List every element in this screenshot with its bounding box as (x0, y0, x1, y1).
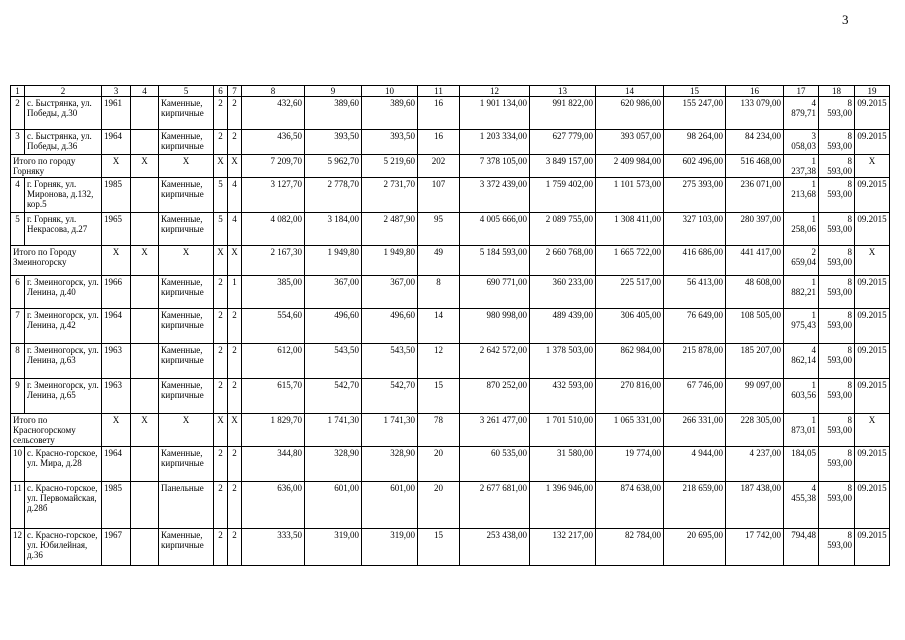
table-cell: 266 331,00 (664, 414, 726, 447)
table-cell: 09.2015 (855, 213, 890, 246)
table-cell: 554,60 (242, 309, 305, 344)
table-cell: 2 (214, 379, 228, 414)
table-cell: X (228, 414, 242, 447)
table-cell: Панельные (159, 482, 214, 529)
table-cell (131, 97, 159, 130)
table-cell: 874 638,00 (596, 482, 664, 529)
table-cell: X (131, 246, 159, 276)
table-cell: 393 057,00 (596, 130, 664, 155)
table-row (11, 344, 890, 379)
table-cell: г. Змеиногорск, ул. Ленина, д.65 (25, 379, 102, 414)
table-cell (131, 276, 159, 309)
table-cell: 4 862,14 (784, 344, 819, 379)
table-row (11, 178, 890, 213)
column-header: 13 (530, 86, 596, 97)
table-cell: 09.2015 (855, 529, 890, 566)
table-cell: 870 252,00 (460, 379, 530, 414)
table-cell: 09.2015 (855, 178, 890, 213)
table-cell: 2 659,04 (784, 246, 819, 276)
table-cell: 620 986,00 (596, 97, 664, 130)
column-header: 15 (664, 86, 726, 97)
table-cell: 862 984,00 (596, 344, 664, 379)
table-cell: X (228, 155, 242, 178)
table-cell: 328,90 (362, 447, 418, 482)
table-cell: 2 (214, 447, 228, 482)
subtotal-row (11, 155, 890, 178)
table-cell: 601,00 (305, 482, 362, 529)
table-cell: X (159, 414, 214, 447)
table-cell: 9 (11, 379, 25, 414)
table-cell: 1 665 722,00 (596, 246, 664, 276)
table-cell: 09.2015 (855, 309, 890, 344)
subtotal-row (11, 246, 890, 276)
table-cell: 2 (228, 97, 242, 130)
table-cell: 615,70 (242, 379, 305, 414)
table-cell: 253 438,00 (460, 529, 530, 566)
table-cell: с. Быстрянка, ул. Победы, д.36 (25, 130, 102, 155)
table-cell: 78 (418, 414, 460, 447)
table-cell: 1 203 334,00 (460, 130, 530, 155)
table-cell: 1985 (102, 482, 131, 529)
table-cell: 56 413,00 (664, 276, 726, 309)
table-cell: 319,00 (362, 529, 418, 566)
table-cell: 98 264,00 (664, 130, 726, 155)
table-row (11, 130, 890, 155)
table-cell: Каменные, кирпичные (159, 379, 214, 414)
column-header: 7 (228, 86, 242, 97)
table-cell: 8 593,00 (819, 344, 855, 379)
table-cell: 328,90 (305, 447, 362, 482)
table-cell: 2 (214, 344, 228, 379)
table-cell: 2 731,70 (362, 178, 418, 213)
table-row (11, 447, 890, 482)
table-cell: 8 593,00 (819, 178, 855, 213)
table-cell: 8 593,00 (819, 130, 855, 155)
table-cell: г. Змеиногорск, ул. Ленина, д.40 (25, 276, 102, 309)
table-cell: 8 (11, 344, 25, 379)
table-cell: 67 746,00 (664, 379, 726, 414)
table-cell: 2 778,70 (305, 178, 362, 213)
table-cell: 82 784,00 (596, 529, 664, 566)
table-cell: 20 (418, 482, 460, 529)
table-cell: 2 (214, 97, 228, 130)
table-cell: 1 701 510,00 (530, 414, 596, 447)
column-header: 1 (11, 86, 25, 97)
table-cell: 333,50 (242, 529, 305, 566)
table-cell: 543,50 (362, 344, 418, 379)
table-cell: 4 082,00 (242, 213, 305, 246)
table-cell: 1 308 411,00 (596, 213, 664, 246)
column-header: 19 (855, 86, 890, 97)
table-cell: 09.2015 (855, 344, 890, 379)
table-cell: 8 593,00 (819, 529, 855, 566)
table-cell: 3 261 477,00 (460, 414, 530, 447)
table-cell: 155 247,00 (664, 97, 726, 130)
table-cell: 16 (418, 130, 460, 155)
table-cell: Каменные, кирпичные (159, 529, 214, 566)
table-cell: 991 822,00 (530, 97, 596, 130)
table-cell: 2 660 768,00 (530, 246, 596, 276)
table-cell: 16 (418, 97, 460, 130)
table-cell: X (214, 414, 228, 447)
table-cell: 1 949,80 (362, 246, 418, 276)
table-cell: 5 (214, 178, 228, 213)
page-number: 3 (842, 12, 849, 27)
table-cell: 84 234,00 (726, 130, 784, 155)
table-cell: 8 593,00 (819, 246, 855, 276)
table-cell: 8 593,00 (819, 482, 855, 529)
column-header: 8 (242, 86, 305, 97)
table-cell: 4 (228, 178, 242, 213)
table-cell: 12 (418, 344, 460, 379)
table-cell: 20 (418, 447, 460, 482)
table-cell: 1985 (102, 178, 131, 213)
table-cell: 11 (11, 482, 25, 529)
column-header: 2 (25, 86, 102, 97)
table-cell: 2 (228, 309, 242, 344)
table-cell: 2 642 572,00 (460, 344, 530, 379)
table-cell: 1 949,80 (305, 246, 362, 276)
table-cell: 1 065 331,00 (596, 414, 664, 447)
column-header: 5 (159, 86, 214, 97)
table-cell: X (214, 155, 228, 178)
table-cell: X (855, 246, 890, 276)
table-cell: 1 378 503,00 (530, 344, 596, 379)
table-cell (131, 482, 159, 529)
table-cell: 3 (11, 130, 25, 155)
table-cell: 1 975,43 (784, 309, 819, 344)
table-cell: 202 (418, 155, 460, 178)
table-cell: 2 167,30 (242, 246, 305, 276)
table-cell: 393,50 (362, 130, 418, 155)
table-cell: 275 393,00 (664, 178, 726, 213)
table-cell (131, 379, 159, 414)
table-cell: г. Змеиногорск, ул. Ленина, д.63 (25, 344, 102, 379)
table-cell: 794,48 (784, 529, 819, 566)
table-cell: 107 (418, 178, 460, 213)
table-cell: 5 (11, 213, 25, 246)
column-header: 4 (131, 86, 159, 97)
table-cell: 327 103,00 (664, 213, 726, 246)
table-cell: 306 405,00 (596, 309, 664, 344)
column-header: 18 (819, 86, 855, 97)
table-cell: 17 742,00 (726, 529, 784, 566)
table-cell: 1 741,30 (305, 414, 362, 447)
column-header: 12 (460, 86, 530, 97)
table-cell: 2 (214, 309, 228, 344)
table-cell: 1964 (102, 447, 131, 482)
table-cell: 612,00 (242, 344, 305, 379)
subtotal-row (11, 414, 890, 447)
table-cell: 228 305,00 (726, 414, 784, 447)
table-cell: с. Красно-горское, ул. Первомайская, д.28б (25, 482, 102, 529)
table-cell: 108 505,00 (726, 309, 784, 344)
table-cell: 2 (214, 276, 228, 309)
table-cell: 441 417,00 (726, 246, 784, 276)
table-cell: 602 496,00 (664, 155, 726, 178)
table-cell: 2 (214, 529, 228, 566)
table-cell: Итого по городу Горняку (11, 155, 102, 178)
column-header: 9 (305, 86, 362, 97)
table-cell: 3 184,00 (305, 213, 362, 246)
table-cell: 187 438,00 (726, 482, 784, 529)
table-cell: 270 816,00 (596, 379, 664, 414)
table-cell: 2 (228, 344, 242, 379)
table-cell: 8 593,00 (819, 414, 855, 447)
table-cell: 542,70 (305, 379, 362, 414)
table-cell: Итого по Красногорскому сельсовету (11, 414, 102, 447)
table-cell: 4 879,71 (784, 97, 819, 130)
table-cell: 1966 (102, 276, 131, 309)
table-cell: 627 779,00 (530, 130, 596, 155)
table-cell: 15 (418, 529, 460, 566)
table-cell: 1965 (102, 213, 131, 246)
table-cell: с. Красно-горское, ул. Юбилейная, д.36 (25, 529, 102, 566)
table-cell: 19 774,00 (596, 447, 664, 482)
table-cell: 1 213,68 (784, 178, 819, 213)
table-cell: 15 (418, 379, 460, 414)
table-cell: 1 (228, 276, 242, 309)
column-header: 16 (726, 86, 784, 97)
table-cell: 489 439,00 (530, 309, 596, 344)
table-cell: 99 097,00 (726, 379, 784, 414)
table-cell: 5 962,70 (305, 155, 362, 178)
table-cell: 4 (11, 178, 25, 213)
table-cell: 367,00 (305, 276, 362, 309)
table-cell: 1 237,38 (784, 155, 819, 178)
table-cell: 09.2015 (855, 482, 890, 529)
table-cell: Каменные, кирпичные (159, 213, 214, 246)
table-cell: Каменные, кирпичные (159, 178, 214, 213)
table-cell: с. Быстрянка, ул. Победы, д.30 (25, 97, 102, 130)
table-cell: 416 686,00 (664, 246, 726, 276)
table-cell: 2 (228, 447, 242, 482)
table-cell: г. Горняк, ул. Некрасова, д.27 (25, 213, 102, 246)
table-cell: 319,00 (305, 529, 362, 566)
table-cell: 4 005 666,00 (460, 213, 530, 246)
table-cell: 8 (418, 276, 460, 309)
table-cell (131, 344, 159, 379)
table-cell: 2 089 755,00 (530, 213, 596, 246)
table-row (11, 276, 890, 309)
table-cell: 184,05 (784, 447, 819, 482)
table-cell: 215 878,00 (664, 344, 726, 379)
table-cell: 2 (228, 130, 242, 155)
table-cell: 601,00 (362, 482, 418, 529)
table-cell: 1 759 402,00 (530, 178, 596, 213)
table-cell: X (102, 414, 131, 447)
table-cell: Итого по Городу Змеиногорску (11, 246, 102, 276)
table-cell: Каменные, кирпичные (159, 447, 214, 482)
table-cell: 14 (418, 309, 460, 344)
table-cell: Каменные, кирпичные (159, 97, 214, 130)
table-cell: 2 (214, 482, 228, 529)
table-cell: 7 (11, 309, 25, 344)
table-cell: г. Змеиногорск, ул. Ленина, д.42 (25, 309, 102, 344)
table-cell: 20 695,00 (664, 529, 726, 566)
table-cell: 980 998,00 (460, 309, 530, 344)
table-cell: 389,60 (305, 97, 362, 130)
table-cell: 48 608,00 (726, 276, 784, 309)
table-cell: X (102, 246, 131, 276)
table-cell: 1964 (102, 130, 131, 155)
table-cell: 2 (228, 379, 242, 414)
column-header: 17 (784, 86, 819, 97)
column-header: 11 (418, 86, 460, 97)
table-cell: 8 593,00 (819, 213, 855, 246)
table-cell: X (855, 155, 890, 178)
table-cell: 6 (11, 276, 25, 309)
table-cell: 1 603,56 (784, 379, 819, 414)
table-row (11, 213, 890, 246)
table-cell: 09.2015 (855, 276, 890, 309)
table-cell: 95 (418, 213, 460, 246)
column-header: 14 (596, 86, 664, 97)
table-cell: 3 372 439,00 (460, 178, 530, 213)
table-cell: 4 944,00 (664, 447, 726, 482)
table-cell: с. Красно-горское, ул. Мира, д.28 (25, 447, 102, 482)
table-cell: 1961 (102, 97, 131, 130)
table-cell: 344,80 (242, 447, 305, 482)
table-row (11, 379, 890, 414)
table-cell: 1 901 134,00 (460, 97, 530, 130)
table-row (11, 482, 890, 529)
table-cell: 496,60 (305, 309, 362, 344)
table-cell (131, 529, 159, 566)
table-cell: 367,00 (362, 276, 418, 309)
table-cell: X (131, 155, 159, 178)
table-cell: 2 409 984,00 (596, 155, 664, 178)
column-header: 3 (102, 86, 131, 97)
table-cell: 218 659,00 (664, 482, 726, 529)
table-cell (131, 130, 159, 155)
table-cell: 516 468,00 (726, 155, 784, 178)
table-cell: 4 237,00 (726, 447, 784, 482)
table-cell: 8 593,00 (819, 276, 855, 309)
table-cell: 280 397,00 (726, 213, 784, 246)
table-cell: 5 184 593,00 (460, 246, 530, 276)
table-cell: 2 677 681,00 (460, 482, 530, 529)
table-cell: 1 396 946,00 (530, 482, 596, 529)
table-cell: 360 233,00 (530, 276, 596, 309)
table-cell: X (159, 246, 214, 276)
table-cell: 225 517,00 (596, 276, 664, 309)
table-cell: 1963 (102, 379, 131, 414)
table-cell: 1 101 573,00 (596, 178, 664, 213)
table-cell: 8 593,00 (819, 97, 855, 130)
table-row (11, 97, 890, 130)
table-cell: 385,00 (242, 276, 305, 309)
column-header: 10 (362, 86, 418, 97)
table-cell: 4 455,38 (784, 482, 819, 529)
table-cell: 8 593,00 (819, 447, 855, 482)
table-cell: 2 (228, 529, 242, 566)
table-cell: 7 378 105,00 (460, 155, 530, 178)
header-row (11, 86, 890, 97)
table-cell: г. Горняк, ул. Миронова, д.132, кор.5 (25, 178, 102, 213)
table-cell: 389,60 (362, 97, 418, 130)
table-cell: 2 (228, 482, 242, 529)
table-cell: 436,50 (242, 130, 305, 155)
table-cell: 5 (214, 213, 228, 246)
table-cell: Каменные, кирпичные (159, 130, 214, 155)
table-cell: 12 (11, 529, 25, 566)
table-cell: 1964 (102, 309, 131, 344)
table-cell: X (855, 414, 890, 447)
table-cell: 132 217,00 (530, 529, 596, 566)
table-cell (131, 213, 159, 246)
table-cell: 1 741,30 (362, 414, 418, 447)
table-cell: 690 771,00 (460, 276, 530, 309)
table-cell: 1967 (102, 529, 131, 566)
table-cell: 60 535,00 (460, 447, 530, 482)
table-cell (131, 447, 159, 482)
table-cell: 3 849 157,00 (530, 155, 596, 178)
table-cell: 1963 (102, 344, 131, 379)
table-cell: 1 873,01 (784, 414, 819, 447)
table-cell: 09.2015 (855, 379, 890, 414)
column-header: 6 (214, 86, 228, 97)
housing-register-table (10, 85, 890, 566)
table-cell: 8 593,00 (819, 155, 855, 178)
table-cell: 49 (418, 246, 460, 276)
table-cell: 543,50 (305, 344, 362, 379)
table-cell: 542,70 (362, 379, 418, 414)
table-cell: 185 207,00 (726, 344, 784, 379)
table-cell: Каменные, кирпичные (159, 309, 214, 344)
table-cell: 8 593,00 (819, 309, 855, 344)
table-row (11, 529, 890, 566)
table-cell: 4 (228, 213, 242, 246)
table-cell: 5 219,60 (362, 155, 418, 178)
table-cell: X (102, 155, 131, 178)
table-cell: X (214, 246, 228, 276)
table-cell: 09.2015 (855, 97, 890, 130)
table-cell: 636,00 (242, 482, 305, 529)
table-cell: X (228, 246, 242, 276)
table-cell: 496,60 (362, 309, 418, 344)
table-cell: 09.2015 (855, 130, 890, 155)
table-cell: 1 258,06 (784, 213, 819, 246)
table-cell: 393,50 (305, 130, 362, 155)
table-cell: 8 593,00 (819, 379, 855, 414)
table-cell: 432 593,00 (530, 379, 596, 414)
table-cell: 09.2015 (855, 447, 890, 482)
table-cell: 1 829,70 (242, 414, 305, 447)
table-cell: 2 487,90 (362, 213, 418, 246)
table-cell: 31 580,00 (530, 447, 596, 482)
table-cell: 10 (11, 447, 25, 482)
table-cell: 236 071,00 (726, 178, 784, 213)
table-cell: Каменные, кирпичные (159, 276, 214, 309)
table-cell: 133 079,00 (726, 97, 784, 130)
table-cell: 1 882,21 (784, 276, 819, 309)
table-cell (131, 309, 159, 344)
table-cell: 3 058,03 (784, 130, 819, 155)
table-cell: X (159, 155, 214, 178)
table-cell: Каменные, кирпичные (159, 344, 214, 379)
table-cell: X (131, 414, 159, 447)
table-cell: 76 649,00 (664, 309, 726, 344)
table-cell: 2 (214, 130, 228, 155)
table-cell: 7 209,70 (242, 155, 305, 178)
table-cell (131, 178, 159, 213)
table-row (11, 309, 890, 344)
table-cell: 3 127,70 (242, 178, 305, 213)
table-cell: 432,60 (242, 97, 305, 130)
table-cell: 2 (11, 97, 25, 130)
